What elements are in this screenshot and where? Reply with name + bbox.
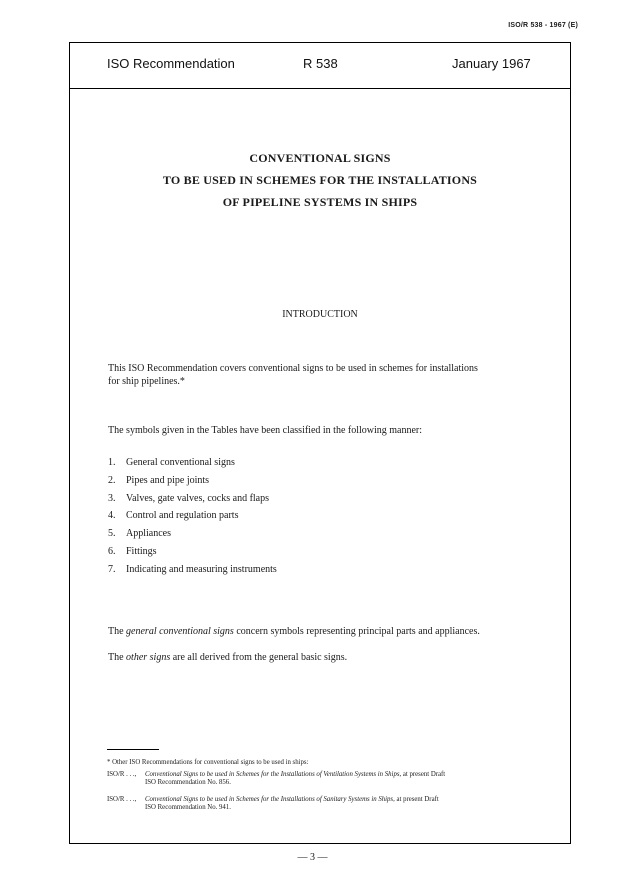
list-item-number: 5. bbox=[108, 528, 116, 540]
classification-list bbox=[108, 456, 277, 581]
footnote-title: Conventional Signs to be used in Schemes for the Installations of Ventilation Systems in Ships, bbox=[145, 771, 402, 778]
header-date: January 1967 bbox=[452, 56, 531, 71]
footnote-line bbox=[107, 796, 537, 804]
footnote-status: at present Draft bbox=[401, 771, 446, 778]
classification-paragraph: The symbols given in the Tables have been classified in the following manner: bbox=[108, 425, 423, 436]
list-item-number: 3. bbox=[108, 492, 116, 504]
list-item-number: 4. bbox=[108, 510, 116, 522]
section-heading: INTRODUCTION bbox=[282, 309, 358, 320]
paragraph-text: The bbox=[108, 652, 127, 663]
footnote-divider bbox=[107, 749, 159, 750]
list-item bbox=[108, 545, 277, 563]
list-item bbox=[108, 456, 277, 474]
list-item-text: Pipes and pipe joints bbox=[126, 474, 210, 486]
list-item-number: 7. bbox=[108, 563, 116, 575]
footnote-line: ISO Recommendation No. 856. bbox=[145, 779, 231, 787]
list-item-text: Valves, gate valves, cocks and flaps bbox=[126, 492, 270, 504]
list-item-text: Control and regulation parts bbox=[126, 510, 239, 522]
document-reference: ISO/R 538 - 1967 (E) bbox=[508, 22, 578, 29]
emphasis-text: other signs bbox=[126, 652, 171, 663]
paragraph-text: concern symbols representing principal parts and appliances. bbox=[233, 626, 480, 637]
footnote-title: Conventional Signs to be used in Schemes for the Installations of Sanitary Systems in Ships, bbox=[145, 796, 395, 803]
footnote-line bbox=[107, 771, 537, 779]
list-item-text: General conventional signs bbox=[126, 457, 235, 468]
footnote-reference-sanitary bbox=[107, 796, 537, 813]
header-recommendation-number: R 538 bbox=[303, 56, 338, 71]
list-item-text: Fittings bbox=[126, 545, 157, 557]
paragraph-text: The bbox=[108, 626, 127, 637]
list-item-text: Appliances bbox=[126, 528, 171, 540]
emphasis-text: general conventional signs bbox=[126, 626, 234, 637]
list-item bbox=[108, 492, 277, 510]
list-item bbox=[108, 474, 277, 492]
list-item bbox=[108, 509, 277, 527]
footnote-intro: * Other ISO Recommendations for conventional signs to be used in ships: bbox=[107, 759, 309, 766]
other-signs-paragraph bbox=[108, 651, 536, 664]
footnote-reference-ventilation bbox=[107, 771, 537, 788]
title-line-2: TO BE USED IN SCHEMES FOR THE INSTALLATIONS bbox=[162, 173, 478, 187]
general-signs-paragraph bbox=[108, 625, 536, 638]
list-item-text: Indicating and measuring instruments bbox=[126, 563, 277, 575]
intro-paragraph-line-2: for ship pipelines.* bbox=[108, 376, 185, 387]
paragraph-text: are all derived from the general basic signs. bbox=[170, 652, 348, 663]
intro-paragraph bbox=[108, 362, 536, 388]
title-line-3: OF PIPELINE SYSTEMS IN SHIPS bbox=[222, 195, 418, 209]
header-document-type: ISO Recommendation bbox=[107, 56, 235, 71]
header-divider bbox=[69, 88, 571, 89]
footnote-status: at present Draft bbox=[394, 796, 439, 803]
page-number: — 3 — bbox=[297, 852, 328, 863]
list-item-number: 6. bbox=[108, 545, 116, 557]
list-item-number: 1. bbox=[108, 457, 116, 468]
list-item-number: 2. bbox=[108, 474, 116, 486]
footnote-lead: ISO/R . . ., bbox=[107, 796, 137, 803]
list-item bbox=[108, 527, 277, 545]
intro-paragraph-line-1: This ISO Recommendation covers conventional signs to be used in schemes for installations bbox=[108, 363, 478, 374]
footnote-line: ISO Recommendation No. 941. bbox=[145, 804, 231, 812]
title-line-1: CONVENTIONAL SIGNS bbox=[249, 151, 391, 165]
document-title bbox=[69, 147, 571, 213]
list-item bbox=[108, 563, 277, 581]
footnote-lead: ISO/R . . ., bbox=[107, 771, 137, 778]
